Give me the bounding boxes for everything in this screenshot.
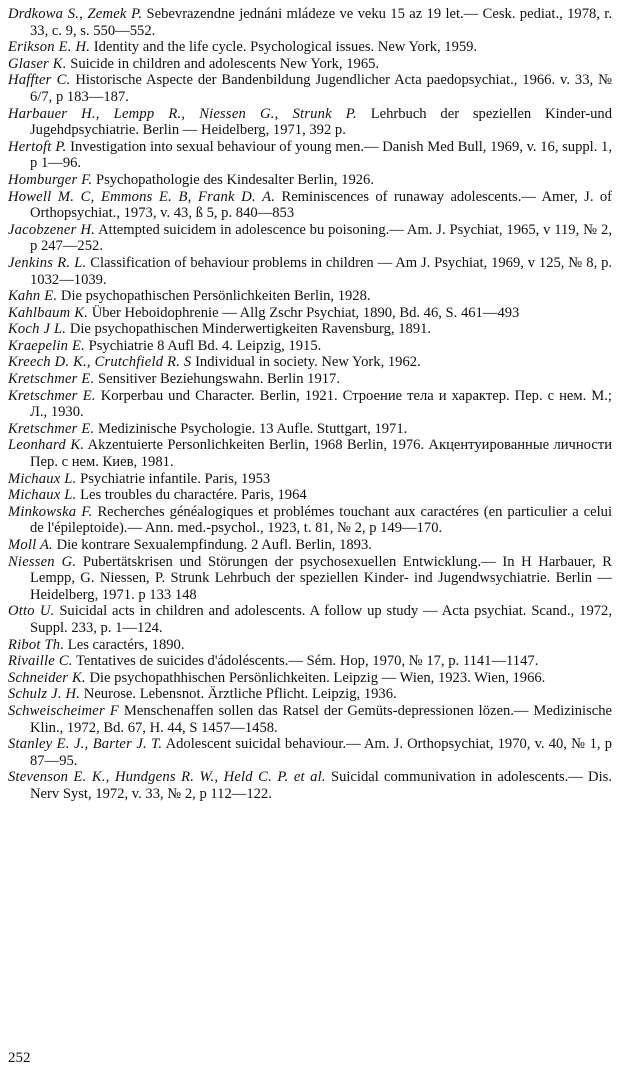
reference-entry: [8, 371, 612, 388]
reference-text: Psychiatrie 8 Aufl Bd. 4. Leipzig, 1915.: [88, 337, 322, 354]
reference-text: Suicidal communivation in adolescents.— Dis. Nerv Syst, 1972, v. 33, № 2, p 112—122.: [30, 769, 612, 802]
reference-text: Suicidal acts in children and adolescents. A follow up study — Acta psychiat. Scand., 1972, Suppl. 233, p. 1—124.: [30, 603, 612, 636]
reference-author: Schneider K.: [8, 669, 86, 686]
reference-author: Michaux L.: [8, 470, 77, 487]
reference-text: Adolescent suicidal behaviour.— Am. J. Orthopsychiat, 1970, v. 40, № 1, p 87—95.: [30, 736, 612, 769]
reference-entry: [8, 554, 612, 604]
reference-text: Attempted suicidem in adolescence bu poisoning.— Am. J. Psychiat, 1965, v 119, № 2, p 247—252.: [30, 221, 612, 255]
reference-entry: [8, 189, 612, 222]
reference-text: Lehrbuch der speziellen Kinder-und Jugehdpsychiatrie. Berlin — Heidelberg, 1971, 392 p.: [30, 105, 613, 139]
reference-text: Die psychopathischen Persönlichkeiten Berlin, 1928.: [60, 288, 371, 305]
reference-text: Neurose. Lebensnot. Ärztliche Pflicht. Leipzig, 1936.: [83, 686, 397, 703]
reference-author: Homburger F.: [8, 171, 93, 188]
reference-author: Kretschmer E.: [8, 371, 95, 388]
reference-text: Investigation into sexual behaviour of young men.— Danish Med Bull, 1969, v. 16, suppl. 1, p 1—96.: [30, 138, 612, 172]
reference-author: Kahlbaum K.: [8, 304, 89, 321]
reference-entry: [8, 686, 612, 703]
reference-entry: [8, 288, 612, 305]
reference-text: Classification of behaviour problems in children — Am J. Psychiat, 1969, v 125, № 8, p. 1032—1039.: [30, 254, 613, 288]
reference-entry: [8, 653, 612, 670]
reference-author: Moll A.: [8, 537, 53, 553]
reference-author: Schweischeimer F: [8, 702, 120, 719]
reference-entry: [8, 354, 612, 371]
reference-entry: [8, 222, 612, 255]
reference-text: Menschenaffen sollen das Ratsel der Gemüts-depressionen lözen.— Medizinische Klin., 1972, Bd. 67, H. 44, S 1457—1458.: [30, 702, 612, 736]
reference-author: Drdkowa S., Zemek P.: [8, 6, 143, 22]
reference-entry: [8, 603, 612, 636]
page-number: 252: [8, 1050, 31, 1066]
reference-author: Stanley E. J., Barter J. T.: [8, 736, 163, 753]
reference-author: Kraepelin E.: [8, 337, 85, 354]
reference-list: [8, 6, 612, 803]
reference-entry: [8, 703, 612, 736]
reference-author: Harbauer H., Lempp R., Niessen G., Strunk P.: [8, 105, 357, 122]
reference-author: Koch J L.: [8, 321, 67, 338]
reference-author: Jenkins R. L.: [8, 254, 87, 271]
reference-text: Les troubles du charactére. Paris, 1964: [80, 487, 307, 504]
reference-entry: [8, 72, 612, 105]
reference-entry: [8, 670, 612, 687]
reference-text: Recherches généalogiques et problémes touchant aux caractéres (en particulier a celui de l'épileptoide).— Ann. med.-psychol., 1923, t. 81, № 2, p 149—170.: [30, 503, 613, 537]
reference-entry: [8, 6, 612, 39]
reference-author: Niessen G.: [8, 553, 77, 570]
reference-text: Korperbau und Character. Berlin, 1921. Строение тела и характер. Пер. с нем. М.; Л., 1930.: [30, 387, 612, 421]
reference-entry: [8, 321, 612, 338]
reference-author: Kretschmer E.: [8, 420, 95, 437]
reference-text: Identity and the life cycle. Psychological issues. New York, 1959.: [93, 39, 478, 56]
reference-text: Medizinische Psychologie. 13 Aufle. Stuttgart, 1971.: [98, 420, 408, 437]
reference-entry: [8, 471, 612, 488]
reference-entry: [8, 736, 612, 769]
reference-text: Les caractérs, 1890.: [67, 636, 185, 653]
reference-entry: [8, 437, 612, 470]
reference-author: Leonhard K.: [8, 437, 85, 454]
reference-author: Kreech D. K., Crutchfield R. S: [8, 354, 192, 371]
reference-author: Howell M. C, Emmons E. B, Frank D. A.: [8, 188, 276, 205]
reference-author: Ribot Th.: [8, 636, 65, 653]
reference-text: Sebevrazendne jednáni mládeze ve veku 15 az 19 let.— Cesk. pediat., 1978, r. 33, c. 9, s. 550—552.: [30, 6, 612, 39]
reference-text: Reminiscences of runaway adolescents.— Amer, J. of Orthopsychiat., 1973, v. 43, ß 5, p. 840—853: [30, 188, 612, 222]
reference-author: Kahn E.: [8, 288, 58, 305]
reference-author: Glaser K.: [8, 55, 67, 72]
reference-text: Die psychopathhischen Persönlichkeiten. Leipzig — Wien, 1923. Wien, 1966.: [89, 669, 546, 686]
reference-text: Über Heboidophrenie — Allg Zschr Psychiat, 1890, Bd. 46, S. 461—493: [91, 304, 520, 321]
reference-author: Stevenson E. K., Hundgens R. W., Held C. P. et al.: [8, 769, 326, 786]
reference-author: Kretschmer E.: [8, 387, 96, 404]
reference-entry: [8, 537, 612, 554]
reference-entry: [8, 56, 612, 73]
reference-entry: [8, 388, 612, 421]
reference-author: Erikson E. H.: [8, 39, 91, 56]
reference-entry: [8, 487, 612, 504]
reference-text: Psychiatrie infantile. Paris, 1953: [80, 470, 271, 487]
reference-author: Haffter C.: [8, 72, 71, 89]
reference-author: Rivaille C.: [8, 653, 73, 670]
reference-entry: [8, 172, 612, 189]
reference-text: Psychopathologie des Kindesalter Berlin, 1926.: [95, 171, 374, 188]
reference-entry: [8, 255, 612, 288]
reference-entry: [8, 338, 612, 355]
reference-text: Tentatives de suicides d'ádoléscents.— Sém. Hop, 1970, № 17, p. 1141—1147.: [76, 653, 539, 670]
book-page: [8, 6, 612, 1066]
reference-author: Hertoft P.: [8, 138, 67, 155]
reference-entry: [8, 769, 612, 802]
reference-author: Jacobzener H.: [8, 221, 96, 238]
reference-author: Schulz J. H.: [8, 686, 81, 703]
reference-text: Individual in society. New York, 1962.: [195, 354, 421, 371]
reference-entry: [8, 139, 612, 172]
reference-text: Die kontrare Sexualempfindung. 2 Aufl. Berlin, 1893.: [56, 537, 372, 553]
reference-text: Pubertätskrisen und Störungen der psychosexuellen Entwicklung.— In H Harbauer, R Lempp, G. Niessen, P. Strunk Lehrbuch der speziellen Kinder- ind Jugendwsychiatrie. Berlin — Heidelberg, 1971. p 133 148: [30, 553, 612, 603]
reference-text: Sensitiver Beziehungswahn. Berlin 1917.: [98, 371, 341, 388]
reference-author: Minkowska F.: [8, 503, 93, 520]
reference-entry: [8, 39, 612, 56]
reference-text: Historische Aspecte der Bandenbildung Jugendlicher Acta paedopsychiat., 1966. v. 33, № 6/7, p 183—187.: [30, 72, 613, 105]
reference-author: Otto U.: [8, 603, 55, 620]
reference-text: Akzentuierte Personlichkeiten Berlin, 1968 Berlin, 1976. Акцентуированные личности Пер. с нем. Киев, 1981.: [30, 437, 613, 471]
reference-text: Suicide in children and adolescents New York, 1965.: [70, 55, 380, 72]
reference-entry: [8, 421, 612, 438]
reference-author: Michaux L.: [8, 487, 77, 504]
reference-entry: [8, 504, 612, 537]
reference-entry: [8, 637, 612, 654]
reference-entry: [8, 305, 612, 322]
reference-entry: [8, 106, 612, 139]
reference-text: Die psychopathischen Minderwertigkeiten Ravensburg, 1891.: [69, 321, 432, 338]
